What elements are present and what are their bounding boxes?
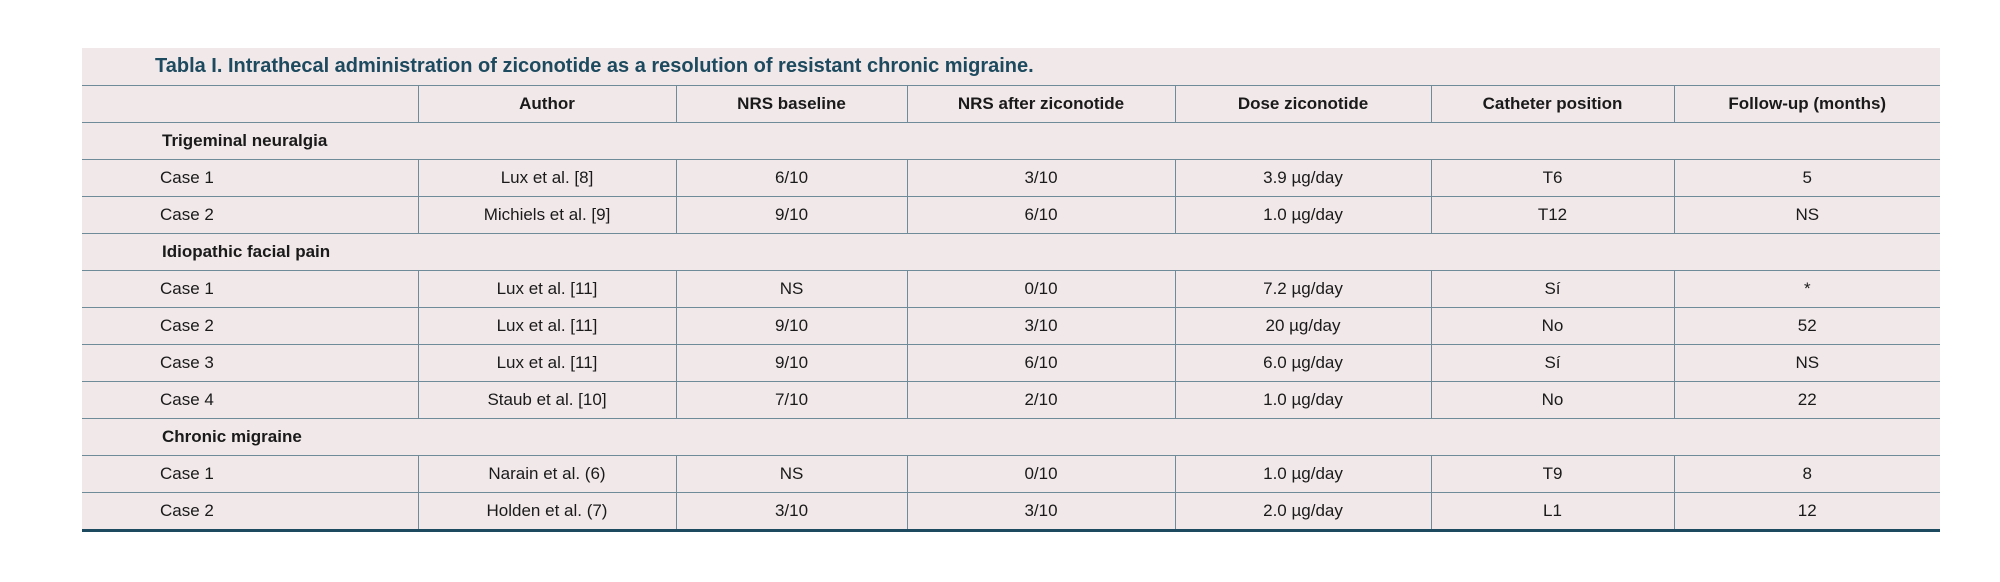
table-cell: 22 — [1674, 382, 1940, 419]
table-cell: 6.0 µg/day — [1175, 345, 1431, 382]
table-cell: 1.0 µg/day — [1175, 456, 1431, 493]
column-header-author: Author — [418, 86, 676, 123]
table-cell: 2.0 µg/day — [1175, 493, 1431, 530]
table-cell: 0/10 — [907, 271, 1175, 308]
table-cell: Case 4 — [82, 382, 418, 419]
column-header-nrs-after: NRS after ziconotide — [907, 86, 1175, 123]
table-cell: 20 µg/day — [1175, 308, 1431, 345]
table-cell: 3/10 — [907, 308, 1175, 345]
table-cell: Michiels et al. [9] — [418, 197, 676, 234]
table-cell: 3/10 — [676, 493, 907, 530]
table-cell: * — [1674, 271, 1940, 308]
table-cell: Case 3 — [82, 345, 418, 382]
table-row — [82, 271, 1940, 308]
table-row — [82, 382, 1940, 419]
table-row — [82, 456, 1940, 493]
table-cell: 0/10 — [907, 456, 1175, 493]
column-header-case — [82, 86, 418, 123]
table-cell: 9/10 — [676, 197, 907, 234]
table-cell: 1.0 µg/day — [1175, 382, 1431, 419]
data-table-container — [82, 48, 1940, 532]
table-row — [82, 308, 1940, 345]
table-cell: 9/10 — [676, 308, 907, 345]
table-cell: Lux et al. [11] — [418, 271, 676, 308]
table-cell: Lux et al. [11] — [418, 345, 676, 382]
table-cell: NS — [1674, 345, 1940, 382]
table-cell: 6/10 — [676, 160, 907, 197]
table-cell: 6/10 — [907, 197, 1175, 234]
table-cell: Holden et al. (7) — [418, 493, 676, 530]
section-title: Chronic migraine — [82, 419, 1940, 456]
section-title: Trigeminal neuralgia — [82, 123, 1940, 160]
table-cell: NS — [676, 456, 907, 493]
data-table — [82, 86, 1940, 529]
table-cell: Case 1 — [82, 456, 418, 493]
section-row — [82, 123, 1940, 160]
table-cell: Sí — [1431, 271, 1674, 308]
table-cell: Case 2 — [160, 501, 214, 520]
table-cell: Staub et al. [10] — [418, 382, 676, 419]
table-cell: T12 — [1431, 197, 1674, 234]
table-cell: Case 2 — [82, 197, 418, 234]
table-cell: Narain et al. (6) — [418, 456, 676, 493]
table-title: Tabla I. Intrathecal administration of ziconotide as a resolution of resistant chronic migraine. — [82, 48, 1940, 86]
table-cell: 12 — [1674, 493, 1940, 530]
table-row — [82, 493, 1940, 530]
table-cell: NS — [676, 271, 907, 308]
table-row — [82, 345, 1940, 382]
header-row — [82, 86, 1940, 123]
section-title: Idiopathic facial pain — [82, 234, 1940, 271]
table-cell: 8 — [1674, 456, 1940, 493]
table-cell: 3/10 — [907, 493, 1175, 530]
table-cell: T6 — [1431, 160, 1674, 197]
table-cell: Case 2 — [82, 308, 418, 345]
table-cell: NS — [1674, 197, 1940, 234]
column-header-follow-up: Follow-up (months) — [1674, 86, 1940, 123]
table-row — [82, 160, 1940, 197]
table-cell: 1.0 µg/day — [1175, 197, 1431, 234]
section-row — [82, 234, 1940, 271]
table-cell: 6/10 — [907, 345, 1175, 382]
table-cell: No — [1431, 382, 1674, 419]
table-cell: 7/10 — [676, 382, 907, 419]
table-cell: 2/10 — [907, 382, 1175, 419]
column-header-nrs-baseline: NRS baseline — [676, 86, 907, 123]
table-cell: 5 — [1674, 160, 1940, 197]
column-header-catheter-position: Catheter position — [1431, 86, 1674, 123]
column-header-dose: Dose ziconotide — [1175, 86, 1431, 123]
table-cell: 3/10 — [907, 160, 1175, 197]
section-row — [82, 419, 1940, 456]
table-cell: 9/10 — [676, 345, 907, 382]
table-cell: L1 — [1431, 493, 1674, 530]
table-cell: Sí — [1431, 345, 1674, 382]
table-cell: 7.2 µg/day — [1175, 271, 1431, 308]
table-cell: Case 1 — [82, 271, 418, 308]
table-cell: T9 — [1431, 456, 1674, 493]
table-cell: Lux et al. [8] — [418, 160, 676, 197]
table-cell: No — [1431, 308, 1674, 345]
table-row — [82, 197, 1940, 234]
table-cell: 52 — [1674, 308, 1940, 345]
table-cell: Case 1 — [82, 160, 418, 197]
table-cell: 3.9 µg/day — [1175, 160, 1431, 197]
table-cell: Lux et al. [11] — [418, 308, 676, 345]
